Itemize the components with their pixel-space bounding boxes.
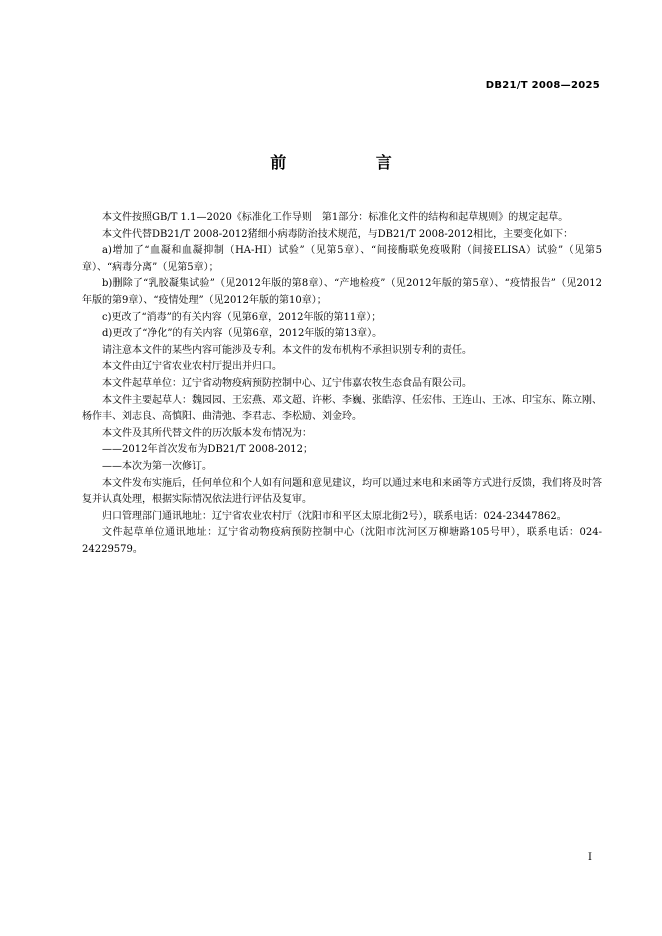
paragraph-basis: 本文件按照GB/T 1.1—2020《标准化工作导则 第1部分：标准化文件的结构和起草规则》的规定起草。 [102,212,569,223]
change-item-d: d)更改了“净化”的有关内容（见第6章，2012年版的第13章）。 [102,328,383,340]
change-item-b: b)删除了“乳胶凝集试验”（见2012年版的第8章）、“产地检疫”（见2012年版的第5章）、“疫情报告”（见2012年版的第9章）、“疫情处理”（见2012年版的第10章）； [82,278,602,306]
foreword-body [82,210,602,558]
paragraph-proposer: 本文件由辽宁省农业农村厅提出并归口。 [102,361,282,373]
paragraph-replacement: 本文件代替DB21/T 2008-2012猪细小病毒防治技术规范，与DB21/T 2008-2012相比，主要变化如下： [102,228,574,240]
paragraph-drafting-units: 本文件起草单位：辽宁省动物疫病预防控制中心、辽宁伟嘉农牧生态食品有限公司。 [102,377,472,389]
change-item-c: c)更改了“消毒”的有关内容（见第6章，2012年版的第11章）； [102,311,382,323]
history-item-2012: ——2012年首次发布为DB21/T 2008-2012； [102,444,314,456]
paragraph-history: 本文件及其所代替文件的历次版本发布情况为： [102,427,312,439]
paragraph-patent: 请注意本文件的某些内容可能涉及专利。本文件的发布机构不承担识别专利的责任。 [102,344,472,356]
paragraph-feedback: 本文件发布实施后，任何单位和个人如有问题和意见建议，均可以通过来电和来函等方式进行反馈，我们将及时答复并认真处理，根据实际情况依法进行评估及复审。 [82,477,602,506]
history-item-revision: ——本次为第一次修订。 [102,460,212,472]
page-number: I [588,852,592,863]
change-item-a: a)增加了“血凝和血凝抑制（HA-HI）试验”（见第5章）、“间接酶联免疫吸附（间接ELISA）试验”（见第5章）、“病毒分离”（见第5章）； [82,245,602,273]
standard-code: DB21/T 2008—2025 [485,80,600,91]
paragraph-admin-address: 归口管理部门通讯地址：辽宁省农业农村厅（沈阳市和平区太原北街2号），联系电话：024-23447862。 [102,510,567,522]
paragraph-drafters: 本文件主要起草人：魏园园、王宏燕、邓文超、许彬、李巍、张皓淳、任宏伟、王连山、王冰、印宝东、陈立刚、杨作丰、刘志良、高慎阳、曲清弛、李君志、李松励、刘金玲。 [82,394,602,423]
paragraph-drafter-address: 文件起草单位通讯地址：辽宁省动物疫病预防控制中心（沈阳市沈河区万柳塘路105号甲），联系电话：024-24229579。 [82,527,602,555]
page-title: 前 言 [270,153,434,172]
